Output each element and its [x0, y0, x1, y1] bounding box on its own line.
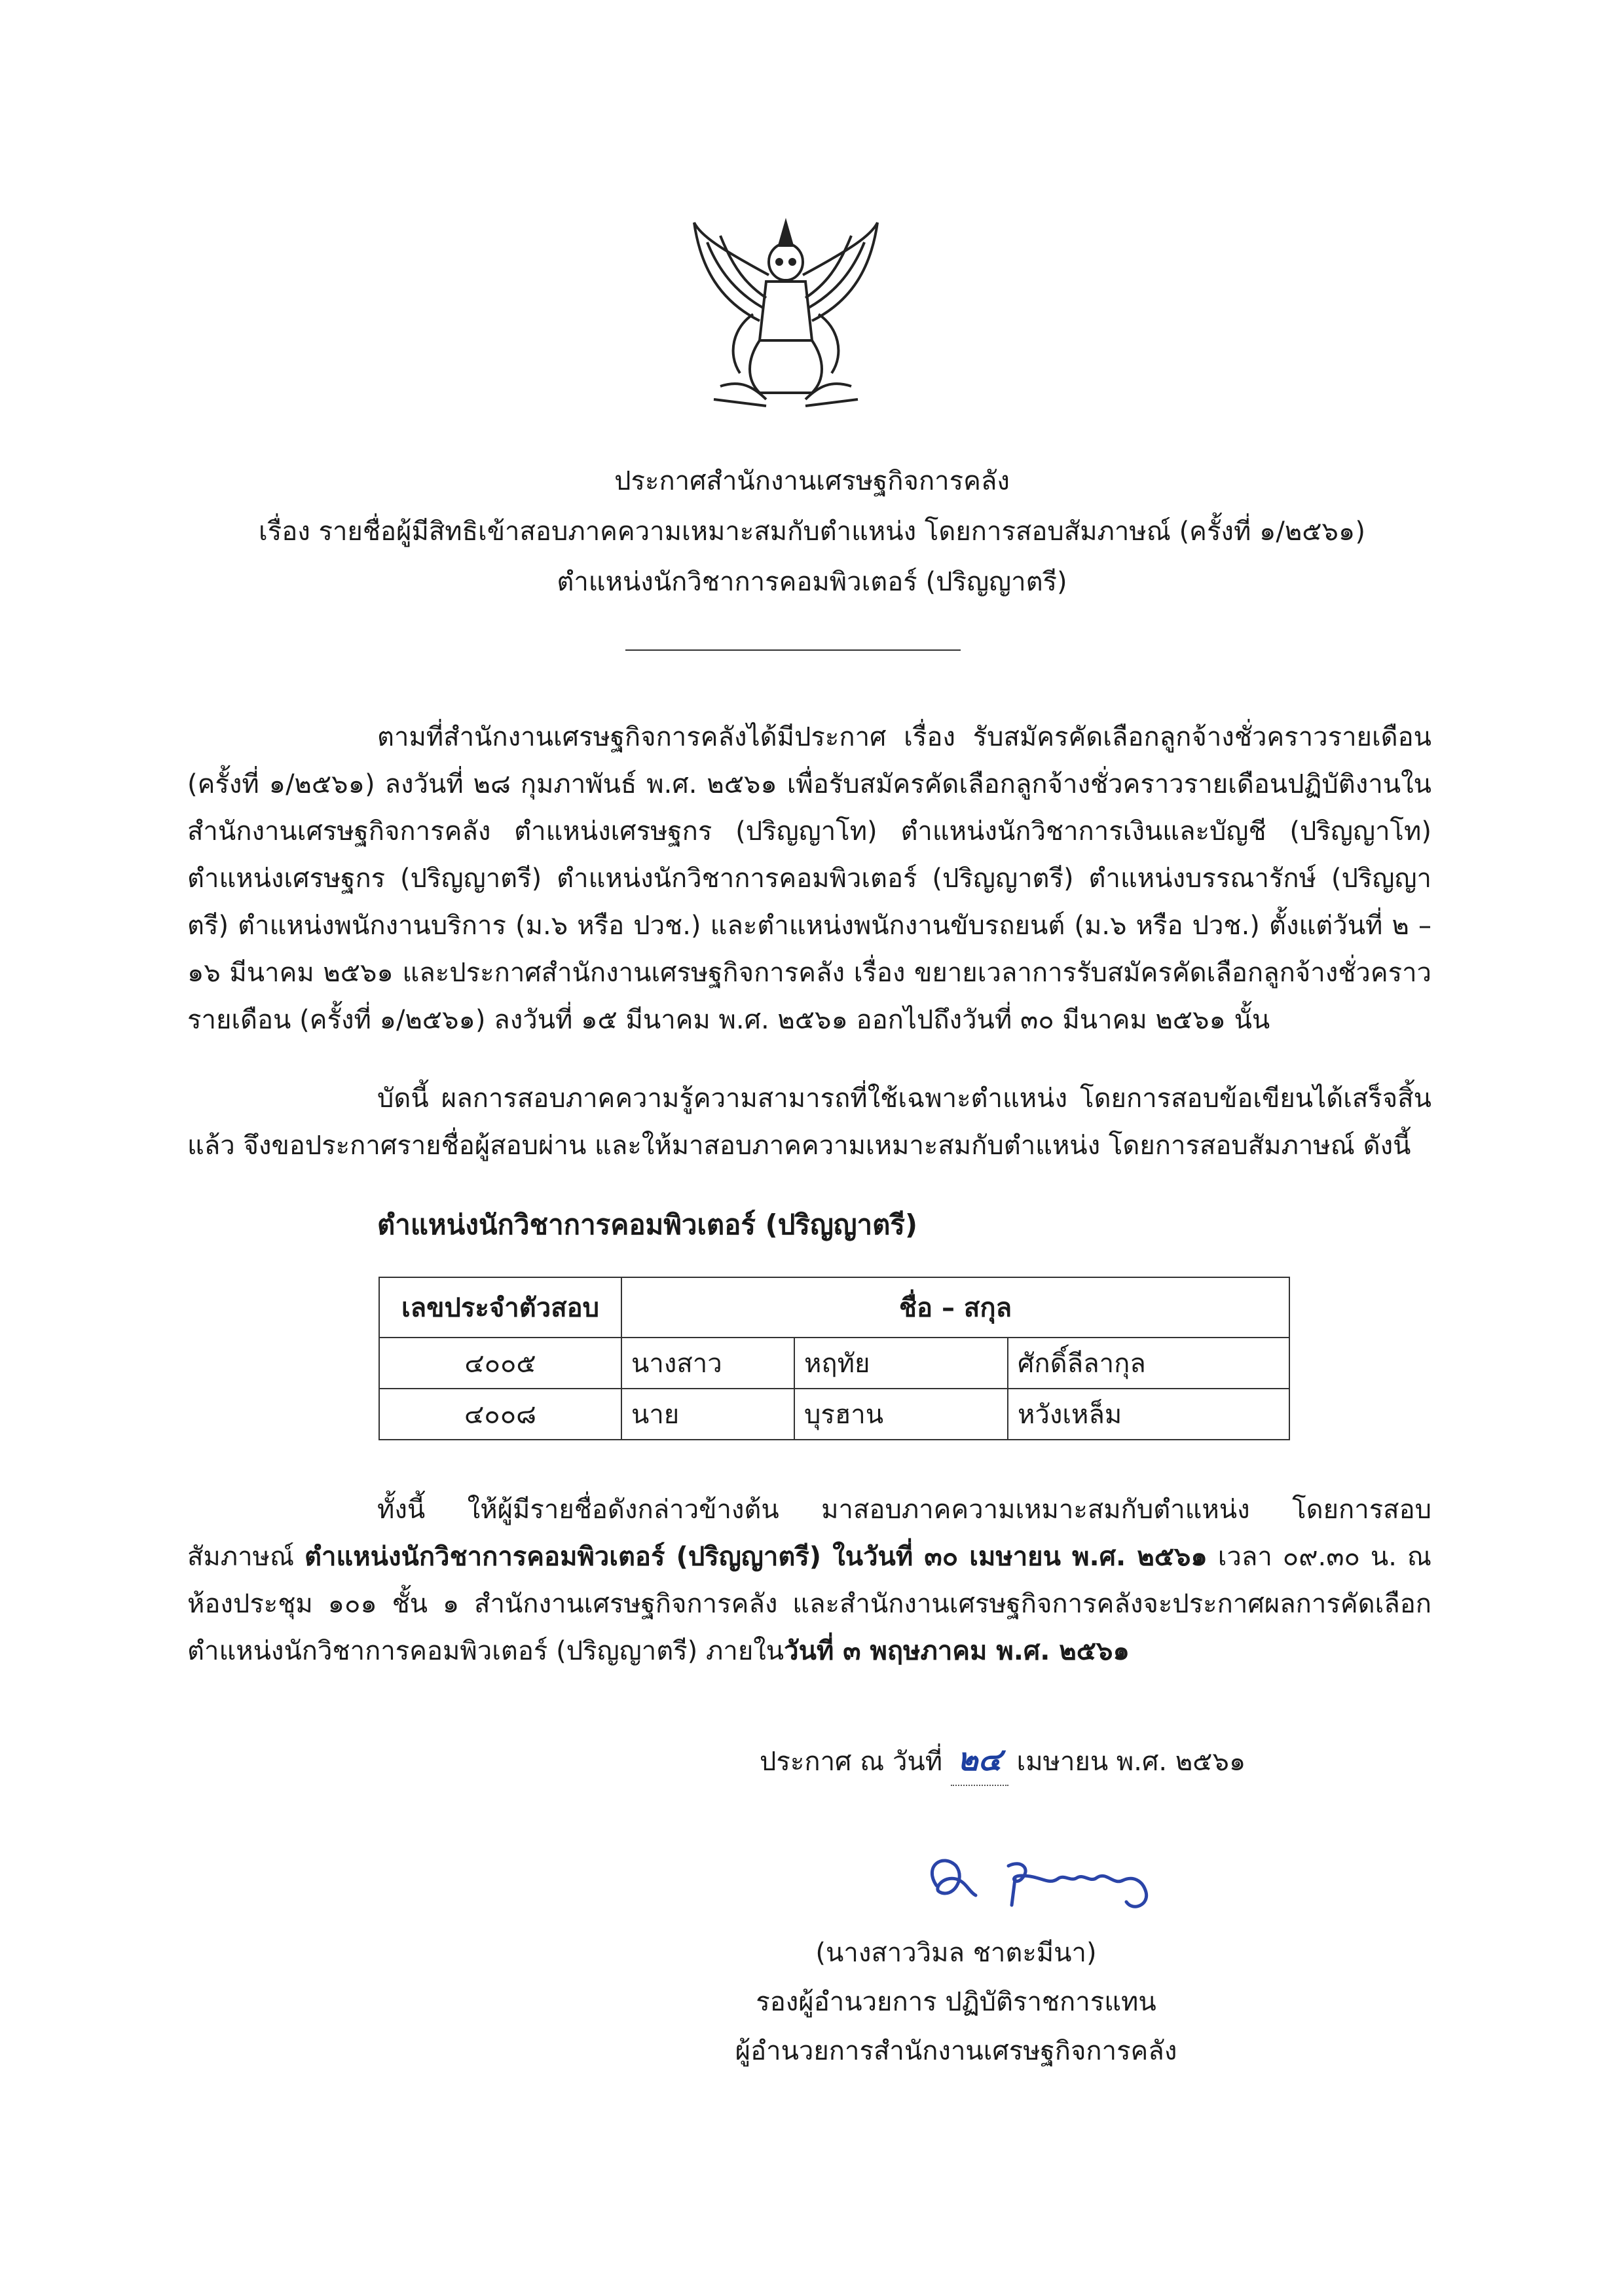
exam-id-cell: ๔๐๐๕: [379, 1338, 621, 1389]
announcement-title: ประกาศสำนักงานเศรษฐกิจการคลัง: [614, 466, 1010, 496]
table-header-row: [379, 1277, 1289, 1338]
signatory-name: (นางสาววิมล ชาตะมีนา): [815, 1938, 1097, 1968]
table-row: [379, 1338, 1289, 1389]
announcement-subject: เรื่อง รายชื่อผู้มีสิทธิเข้าสอบภาคความเหมาะสมกับตำแหน่ง โดยการสอบสัมภาษณ์ (ครั้งที่ ๑/๒๕๖๑): [259, 517, 1365, 547]
announcement-date-prefix: ประกาศ ณ วันที่: [760, 1747, 943, 1777]
paragraph-2-text: บัดนี้ ผลการสอบภาคความรู้ความสามารถที่ใช้เฉพาะตำแหน่ง โดยการสอบข้อเขียนได้เสร็จสิ้นแล้ว จึงขอประกาศรายชื่อผู้สอบผ่าน และให้มาสอบภาคความเหมาะสมกับตำแหน่ง โดยการสอบสัมภาษณ์ ดังนี้: [187, 1084, 1431, 1161]
last-name-cell: ศักดิ์ลีลากุล: [1008, 1338, 1289, 1389]
exam-id-cell: ๔๐๐๘: [379, 1389, 621, 1440]
section-heading: ตำแหน่งนักวิชาการคอมพิวเตอร์ (ปริญญาตรี): [377, 1209, 918, 1241]
announcement-date: [760, 1735, 1246, 1786]
garuda-emblem-icon: [681, 210, 891, 419]
closing-interview-date: ตำแหน่งนักวิชาการคอมพิวเตอร์ (ปริญญาตรี) ในวันที่ ๓๐ เมษายน พ.ศ. ๒๕๖๑: [304, 1542, 1208, 1572]
header-full-name: ชื่อ – สกุล: [621, 1277, 1289, 1338]
last-name-cell: หวังเหล็ม: [1008, 1389, 1289, 1440]
first-name-cell: บุรฮาน: [794, 1389, 1008, 1440]
name-prefix-cell: นางสาว: [621, 1338, 794, 1389]
header-divider: [625, 649, 961, 651]
applicants-table: [378, 1277, 1290, 1440]
signatory-title-2: ผู้อำนวยการสำนักงานเศรษฐกิจการคลัง: [735, 2036, 1177, 2066]
header-exam-id: เลขประจำตัวสอบ: [379, 1277, 621, 1338]
handwritten-day: ๒๔: [951, 1735, 1008, 1786]
first-name-cell: หฤทัย: [794, 1338, 1008, 1389]
closing-result-date: วันที่ ๓ พฤษภาคม พ.ศ. ๒๕๖๑: [784, 1636, 1130, 1666]
closing-paragraph: [187, 1486, 1431, 1675]
name-prefix-cell: นาย: [621, 1389, 794, 1440]
paragraph-1-text: ตามที่สำนักงานเศรษฐกิจการคลังได้มีประกาศ เรื่อง รับสมัครคัดเลือกลูกจ้างชั่วคราวรายเดือน (ครั้งที่ ๑/๒๕๖๑) ลงวันที่ ๒๘ กุมภาพันธ์ พ.ศ. ๒๕๖๑ เพื่อรับสมัครคัดเลือกลูกจ้างชั่วคราวรายเดือนปฏิบัติงานในสำนักงานเศรษฐกิจการคลัง ตำแหน่งเศรษฐกร (ปริญญาโท) ตำแหน่งนักวิชาการเงินและบัญชี (ปริญญาโท) ตำแหน่งเศรษฐกร (ปริญญาตรี) ตำแหน่งนักวิชาการคอมพิวเตอร์ (ปริญญาตรี) ตำแหน่งบรรณารักษ์ (ปริญญาตรี) ตำแหน่งพนักงานบริการ (ม.๖ หรือ ปวช.) และตำแหน่งพนักงานขับรถยนต์ (ม.๖ หรือ ปวช.) ตั้งแต่วันที่ ๒ – ๑๖ มีนาคม ๒๕๖๑ และประกาศสำนักงานเศรษฐกิจการคลัง เรื่อง ขยายเวลาการรับสมัครคัดเลือกลูกจ้างชั่วคราวรายเดือน (ครั้งที่ ๑/๒๕๖๑) ลงวันที่ ๑๕ มีนาคม พ.ศ. ๒๕๖๑ ออกไปถึงวันที่ ๓๐ มีนาคม ๒๕๖๑ นั้น: [187, 722, 1431, 1035]
body-paragraph-1: [187, 714, 1431, 1044]
signature-icon: [917, 1840, 1192, 1918]
closing-text-start: ทั้งนี้ ให้ผู้มีรายชื่อดังกล่าวข้างต้น มาสอบภาคความเหมาะสมกับตำแหน่ง โดยการสอบสัมภาษณ์: [187, 1495, 1431, 1572]
table-row: [379, 1389, 1289, 1440]
body-paragraph-2: [187, 1075, 1431, 1169]
signatory-title-1: รองผู้อำนวยการ ปฏิบัติราชการแทน: [756, 1987, 1156, 2017]
announcement-position: ตำแหน่งนักวิชาการคอมพิวเตอร์ (ปริญญาตรี): [557, 567, 1067, 597]
closing-text-middle: เวลา ๐๙.๓๐ น. ณ ห้องประชุม ๑๐๑ ชั้น ๑ สำนักงานเศรษฐกิจการคลัง และสำนักงานเศรษฐกิจการคลังจะประกาศผลการคัดเลือกตำแหน่งนักวิชาการคอมพิวเตอร์ (ปริญญาตรี) ภายใน: [187, 1542, 1431, 1666]
announcement-date-suffix: เมษายน พ.ศ. ๒๕๖๑: [1016, 1747, 1246, 1777]
